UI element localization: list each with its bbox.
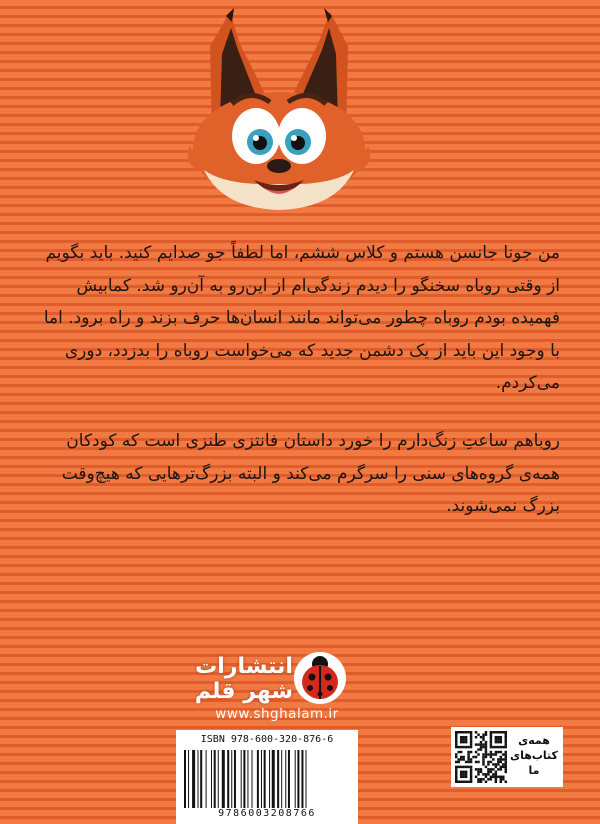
publisher-url[interactable]: www.shghalam.ir — [215, 706, 339, 722]
qr-caption: همه‌ی کتاب‌های ما — [510, 734, 558, 777]
fox-illustration — [182, 8, 376, 214]
qr-panel — [451, 727, 563, 787]
publisher-logo — [188, 650, 363, 730]
barcode-bars — [184, 750, 350, 808]
barcode-number: 9786003208766 — [218, 808, 316, 819]
ladybug-icon — [292, 650, 348, 706]
qr-code[interactable] — [455, 731, 507, 783]
barcode — [176, 730, 358, 824]
blurb-paragraph-1: من جونا جانسن هستم و کلاس ششم، اما لطفاً جو صدایم کنید. باید بگویم از وقتی روباه سخنگو را دیدم زندگی‌ام از این‌رو به آن‌رو شد. کمابیش فهمیده بودم روباه چطور می‌تواند مانند انسان‌ها حرف بزند و راه برود. اما با وجود این باید از یک دشمن جدید که می‌خواست روباه را بدزدد، دوری می‌کردم. — [43, 243, 560, 393]
blurb-paragraph-2: روباهم ساعتِ زنگ‌دارم را خورد داستان فانتزی طنزی است که کودکان همه‌ی گروه‌های سنی را سرگرم می‌کند و البته بزرگ‌ترهایی که هیچ‌وقت بزرگ نمی‌شوند. — [61, 431, 560, 516]
isbn-label: ISBN 978-600-320-876-6 — [200, 734, 334, 745]
publisher-name: انتشارات شهر قلم — [194, 654, 294, 704]
